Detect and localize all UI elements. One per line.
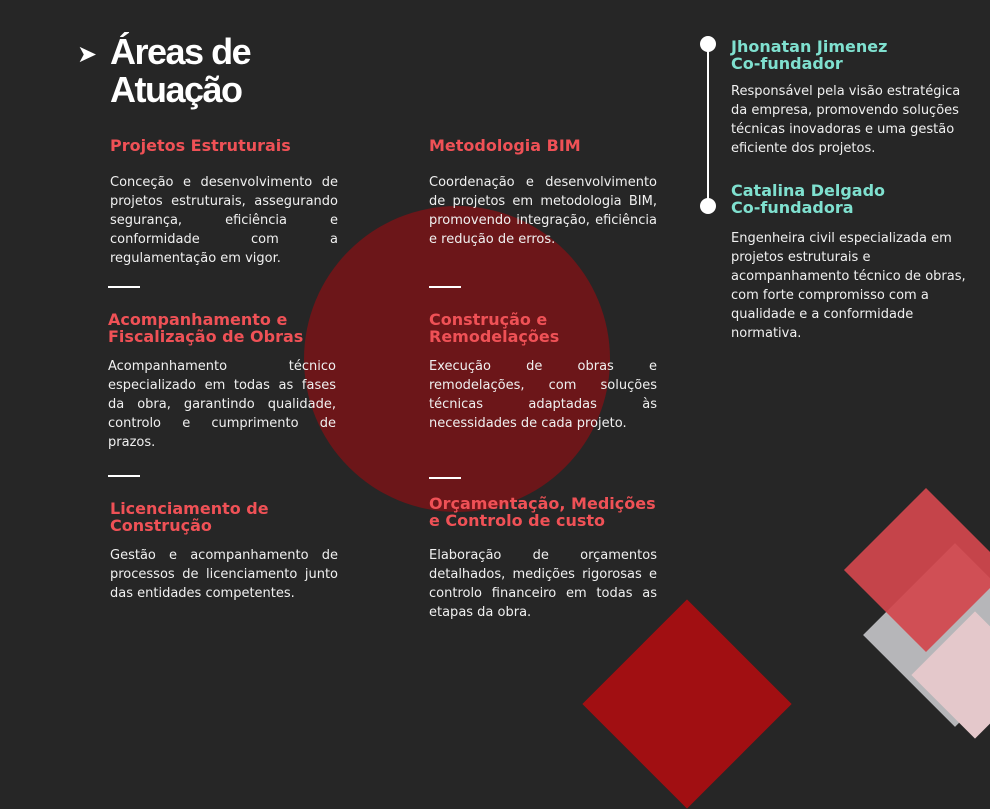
area-metodologia-bim — [429, 137, 657, 249]
timeline-line — [707, 44, 709, 206]
area-title: Projetos Estruturais — [110, 136, 291, 155]
area-description: Acompanhamento técnico especializado em todas as fases da obra, garantindo qualidade, controlo e cumprimento de prazos. — [108, 359, 336, 450]
area-description: Conceção e desenvolvimento de projetos estruturais, assegurando segurança, eficiência e conformidade com a regulamentação em vigor. — [110, 175, 338, 266]
area-description: Gestão e acompanhamento de processos de licenciamento junto das entidades competentes. — [110, 548, 338, 601]
area-description: Elaboração de orçamentos detalhados, medições rigorosas e controlo financeiro em todas as etapas da obra. — [429, 548, 657, 620]
timeline-dot — [700, 36, 716, 52]
area-title: Acompanhamento e Fiscalização de Obras — [108, 310, 304, 346]
area-title: Construção e Remodelações — [429, 310, 560, 346]
person-name: Jhonatan Jimenez — [731, 37, 888, 56]
person-role: Co-fundador — [731, 54, 843, 73]
area-acompanhamento-fiscalizacao — [108, 311, 336, 452]
area-projetos-estruturais — [110, 137, 338, 268]
area-description: Execução de obras e remodelações, com soluções técnicas adaptadas às necessidades de cada projeto. — [429, 359, 657, 431]
person-description: Engenheira civil especializada em projetos estruturais e acompanhamento técnico de obras, com forte compromisso com a qualidade e a conformidade normativa. — [731, 231, 966, 341]
arrow-icon: ➤ — [77, 40, 98, 68]
area-construcao-remodelacoes — [429, 311, 657, 433]
person-role: Co-fundadora — [731, 198, 854, 217]
area-orcamentacao — [429, 495, 657, 622]
divider — [108, 286, 140, 288]
area-description: Coordenação e desenvolvimento de projetos em metodologia BIM, promovendo integração, eficiência e redução de erros. — [429, 175, 657, 247]
timeline-dot — [700, 198, 716, 214]
divider — [429, 286, 461, 288]
area-title: Orçamentação, Medições e Controlo de custo — [429, 494, 656, 530]
divider — [429, 477, 461, 479]
person-name: Catalina Delgado — [731, 181, 886, 200]
area-licenciamento — [110, 500, 338, 603]
divider — [108, 475, 140, 477]
decorative-diamond-red-bottom — [582, 599, 791, 808]
area-title: Metodologia BIM — [429, 136, 581, 155]
page-title: Áreas de Atuação — [110, 31, 251, 110]
person-description: Responsável pela visão estratégica da empresa, promovendo soluções técnicas inovadoras e uma gestão eficiente dos projetos. — [731, 84, 961, 156]
area-title: Licenciamento de Construção — [110, 499, 269, 535]
